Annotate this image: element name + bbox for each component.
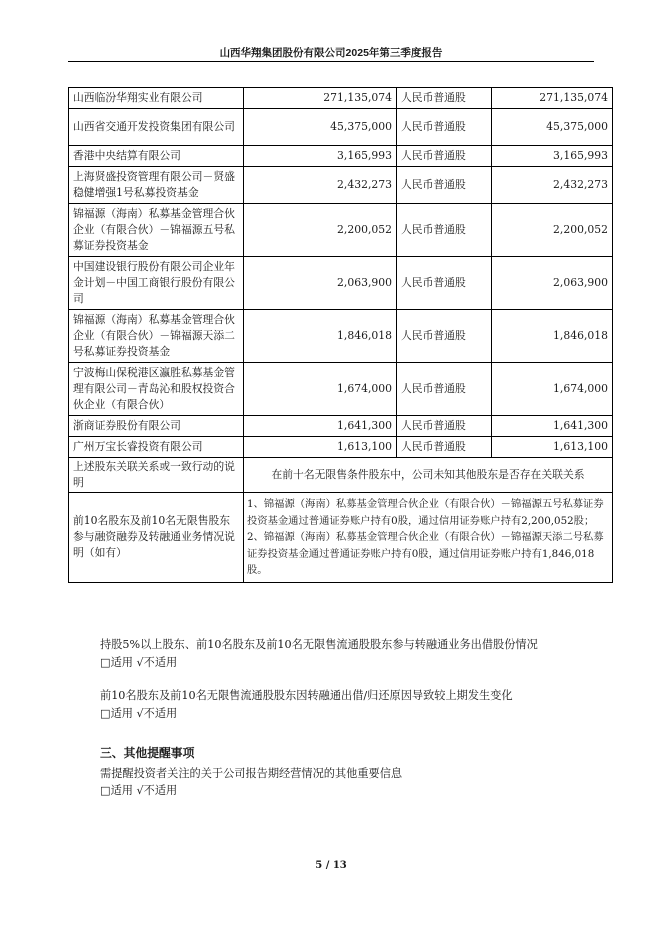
table-row: [69, 146, 613, 167]
shareholder-name: 山西省交通开发投资集团有限公司: [69, 109, 244, 146]
share-quantity: 1,846,018: [492, 310, 613, 363]
share-quantity: 1,613,100: [492, 437, 613, 458]
share-type: 人民币普通股: [397, 167, 492, 204]
shareholder-name: 锦福源（海南）私募基金管理合伙企业（有限合伙）－锦福源五号私募证券投资基金: [69, 204, 244, 257]
shareholder-name: 浙商证券股份有限公司: [69, 416, 244, 437]
shareholder-table: [68, 87, 613, 583]
share-quantity: 1,641,300: [492, 416, 613, 437]
share-quantity: 271,135,074: [492, 88, 613, 109]
table-row: [69, 204, 613, 257]
share-type: 人民币普通股: [397, 88, 492, 109]
shareholder-name: 香港中央结算有限公司: [69, 146, 244, 167]
share-count: 1,613,100: [244, 437, 397, 458]
page-header: [68, 45, 594, 60]
margin-text: [244, 493, 613, 583]
table-row: [69, 310, 613, 363]
table-row: [69, 88, 613, 109]
share-count: 2,200,052: [244, 204, 397, 257]
share-type: 人民币普通股: [397, 437, 492, 458]
share-count: 2,432,273: [244, 167, 397, 204]
relation-text: 在前十名无限售条件股东中，公司未知其他股东是否存在关联关系: [244, 458, 613, 493]
share-quantity: 1,674,000: [492, 363, 613, 416]
share-count: 3,165,993: [244, 146, 397, 167]
share-type: 人民币普通股: [397, 146, 492, 167]
share-count: 1,674,000: [244, 363, 397, 416]
table-row: [69, 167, 613, 204]
relation-row: [69, 458, 613, 493]
share-quantity: 45,375,000: [492, 109, 613, 146]
shareholder-name: 广州万宝长睿投资有限公司: [69, 437, 244, 458]
report-title: 山西华翔集团股份有限公司2025年第三季度报告: [219, 47, 443, 59]
share-count: 1,641,300: [244, 416, 397, 437]
share-count: 2,063,900: [244, 257, 397, 310]
margin-row: [69, 493, 613, 583]
relation-label: 上述股东关联关系或一致行动的说明: [69, 458, 244, 493]
change-check: □适用 √不适用: [100, 707, 178, 720]
lending-check: □适用 √不适用: [100, 656, 178, 669]
share-quantity: 2,200,052: [492, 204, 613, 257]
margin-text-item-1: 1、锦福源（海南）私募基金管理合伙企业（有限合伙）－锦福源五号私募证券投资基金通过普通证券账户持有0股，通过信用证券账户持有2,200,052股；: [247, 498, 604, 527]
page-number: 5 / 13: [315, 860, 347, 871]
shareholder-name: 中国建设银行股份有限公司企业年金计划－中国工商银行股份有限公司: [69, 257, 244, 310]
other-check: □适用 √不适用: [100, 784, 178, 797]
share-type: 人民币普通股: [397, 257, 492, 310]
share-quantity: 2,063,900: [492, 257, 613, 310]
lending-title: 持股5%以上股东、前10名股东及前10名无限售流通股股东参与转融通业务出借股份情况: [100, 638, 538, 651]
share-type: 人民币普通股: [397, 416, 492, 437]
share-type: 人民币普通股: [397, 204, 492, 257]
table-row: [69, 363, 613, 416]
share-count: 1,846,018: [244, 310, 397, 363]
table-row: [69, 416, 613, 437]
other-text: 需提醒投资者关注的关于公司报告期经营情况的其他重要信息: [100, 767, 403, 780]
shareholder-name: 锦福源（海南）私募基金管理合伙企业（有限合伙）－锦福源天添二号私募证券投资基金: [69, 310, 244, 363]
shareholder-name: 山西临汾华翔实业有限公司: [69, 88, 244, 109]
change-title: 前10名股东及前10名无限售流通股股东因转融通出借/归还原因导致较上期发生变化: [100, 689, 513, 702]
share-type: 人民币普通股: [397, 109, 492, 146]
margin-text-item-2: 2、锦福源（海南）私募基金管理合伙企业（有限合伙）－锦福源天添二号私募证券投资基金通过普通证券账户持有0股，通过信用证券账户持有1,846,018股。: [247, 531, 604, 576]
shareholder-name: 上海贤盛投资管理有限公司－贤盛稳健增强1号私募投资基金: [69, 167, 244, 204]
share-type: 人民币普通股: [397, 310, 492, 363]
other-heading: 三、其他提醒事项: [100, 746, 195, 760]
share-quantity: 2,432,273: [492, 167, 613, 204]
header-rule: [68, 61, 594, 62]
share-quantity: 3,165,993: [492, 146, 613, 167]
margin-label: 前10名股东及前10名无限售股东参与融资融券及转融通业务情况说明（如有）: [69, 493, 244, 583]
share-type: 人民币普通股: [397, 363, 492, 416]
table-row: [69, 257, 613, 310]
table-row: [69, 109, 613, 146]
table-row: [69, 437, 613, 458]
shareholder-name: 宁波梅山保税港区瀛胜私募基金管理有限公司－青岛沁和股权投资合伙企业（有限合伙）: [69, 363, 244, 416]
share-count: 45,375,000: [244, 109, 397, 146]
share-count: 271,135,074: [244, 88, 397, 109]
